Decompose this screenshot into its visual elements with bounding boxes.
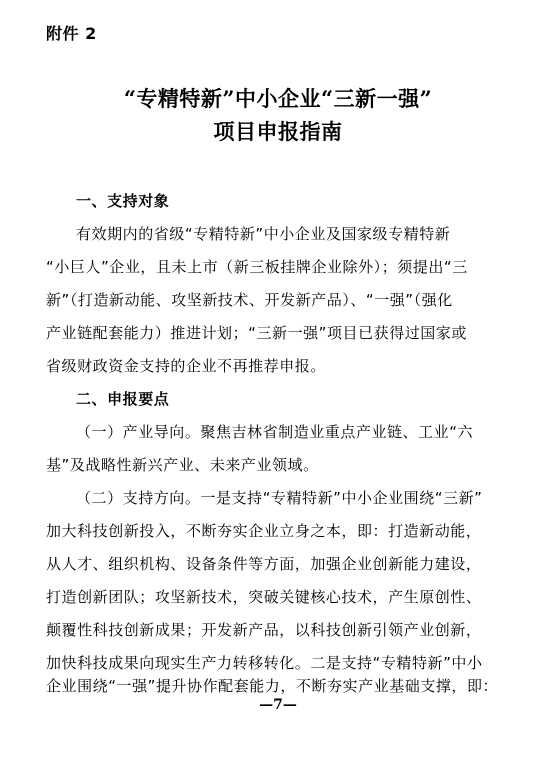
section-2-paragraph-2-line: 从人才、组织机构、设备条件等方面，加强企业创新能力建设，: [46, 555, 482, 573]
document-title-line-2: 项目申报指南: [213, 119, 343, 144]
page-number: —7—: [259, 697, 297, 713]
section-2-paragraph-1-line: （一）产业导向。聚焦吉林省制造业重点产业链、工业“六: [76, 423, 474, 441]
section-2-paragraph-2-line: 加大科技创新投入，不断夯实企业立身之本，即：打造新动能，: [46, 522, 482, 540]
section-2-heading: 二、申报要点: [76, 390, 170, 408]
section-2-paragraph-2-line: 企业围绕“一强”提升协作配套能力，不断夯实产业基础支撑，即：: [46, 677, 499, 695]
attachment-label: 附件 2: [46, 24, 97, 43]
document-title-line-1: “专精特新”中小企业“三新一强”: [123, 86, 433, 111]
section-1-heading: 一、支持对象: [76, 192, 170, 210]
section-2-paragraph-2-line: （二）支持方向。一是支持“专精特新”中小企业围绕“三新”: [76, 489, 483, 507]
section-1-line: 有效期内的省级“专精特新”中小企业及国家级专精特新: [76, 225, 451, 243]
section-1-line: 省级财政资金支持的企业不再推荐申报。: [46, 357, 326, 375]
section-1-line: “小巨人”企业，且未上市（新三板挂牌企业除外）；须提出“三: [46, 258, 468, 276]
section-2-paragraph-2-line: 加快科技成果向现实生产力转移转化。二是支持“专精特新”中小: [46, 654, 483, 672]
section-2-paragraph-1-line: 基”及战略性新兴产业、未来产业领域。: [46, 456, 319, 474]
section-2-paragraph-2-line: 颠覆性科技创新成果；开发新产品，以科技创新引领产业创新，: [46, 621, 482, 639]
section-2-paragraph-2-line: 打造创新团队；攻坚新技术，突破关键核心技术，产生原创性、: [46, 588, 482, 606]
section-1-line: 产业链配套能力）推进计划；“三新一强”项目已获得过国家或: [46, 324, 467, 342]
section-1-line: 新”（打造新动能、攻坚新技术、开发新产品）、“一强”（强化: [46, 291, 453, 309]
